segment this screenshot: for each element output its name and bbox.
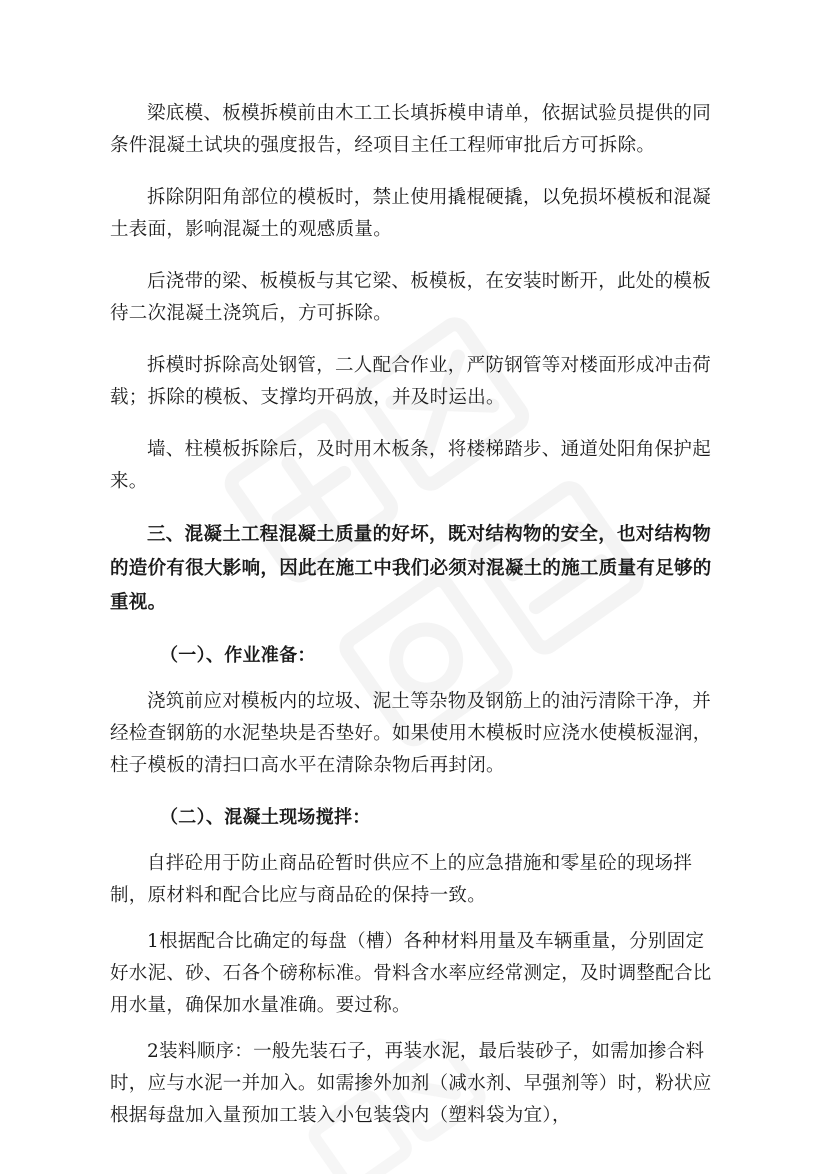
subheading-work-preparation: （一）、作业准备： xyxy=(160,645,316,666)
paragraph-post-pour-strip: 后浇带的梁、板模板与其它梁、板模板，在安装时断开，此处的模板待二次混凝土浇筑后，方可拆除。 xyxy=(110,271,712,324)
paragraph-form-removal-approval: 梁底模、板模拆模前由木工工长填拆模申请单，依据试验员提供的同条件混凝土试块的强度报告，经项目主任工程师审批后方可拆除。 xyxy=(110,103,712,156)
paragraph-high-pipe-removal: 拆模时拆除高处钢管，二人配合作业，严防钢管等对楼面形成冲击荷载；拆除的模板、支撑均开码放，并及时运出。 xyxy=(110,355,712,408)
paragraph-corner-removal: 拆除阴阳角部位的模板时，禁止使用撬棍硬撬，以免损坏模板和混凝土表面，影响混凝土的观感质量。 xyxy=(110,187,712,240)
paragraph-wall-column-protection: 墙、柱模板拆除后，及时用木板条，将楼梯踏步、通道处阳角保护起来。 xyxy=(110,439,712,492)
paragraph-site-mixing-intro: 自拌砼用于防止商品砼暂时供应不上的应急措施和零星砼的现场拌制，原材料和配合比应与商品砼的保持一致。 xyxy=(110,853,693,906)
subheading-site-mixing: （二）、混凝土现场搅拌： xyxy=(160,807,371,828)
paragraph-mixing-step-2: 2装料顺序：一般先装石子，再装水泥，最后装砂子，如需加掺合料时，应与水泥一并加入。如需掺外加剂（减水剂、早强剂等）时，粉状应根据每盘加入量预加工装入小包装袋内（塑料袋为宜）， xyxy=(110,1041,712,1126)
section-heading-concrete: 三、混凝土工程混凝土质量的好坏，既对结构物的安全，也对结构物的造价有很大影响，因此在施工中我们必须对混凝土的施工质量有足够的重视。 xyxy=(110,524,712,613)
paragraph-mixing-step-1: 1根据配合比确定的每盘（槽）各种材料用量及车辆重量，分别固定好水泥、砂、石各个磅称标准。骨料含水率应经常测定，及时调整配合比用水量，确保加水量准确。要过称。 xyxy=(110,931,712,1016)
paragraph-work-preparation: 浇筑前应对模板内的垃圾、泥土等杂物及钢筋上的油污清除干净，并经检查钢筋的水泥垫块是否垫好。如果使用木模板时应浇水使模板湿润，柱子模板的清扫口高水平在清除杂物后再封闭。 xyxy=(110,691,712,776)
document-body xyxy=(110,98,720,1152)
